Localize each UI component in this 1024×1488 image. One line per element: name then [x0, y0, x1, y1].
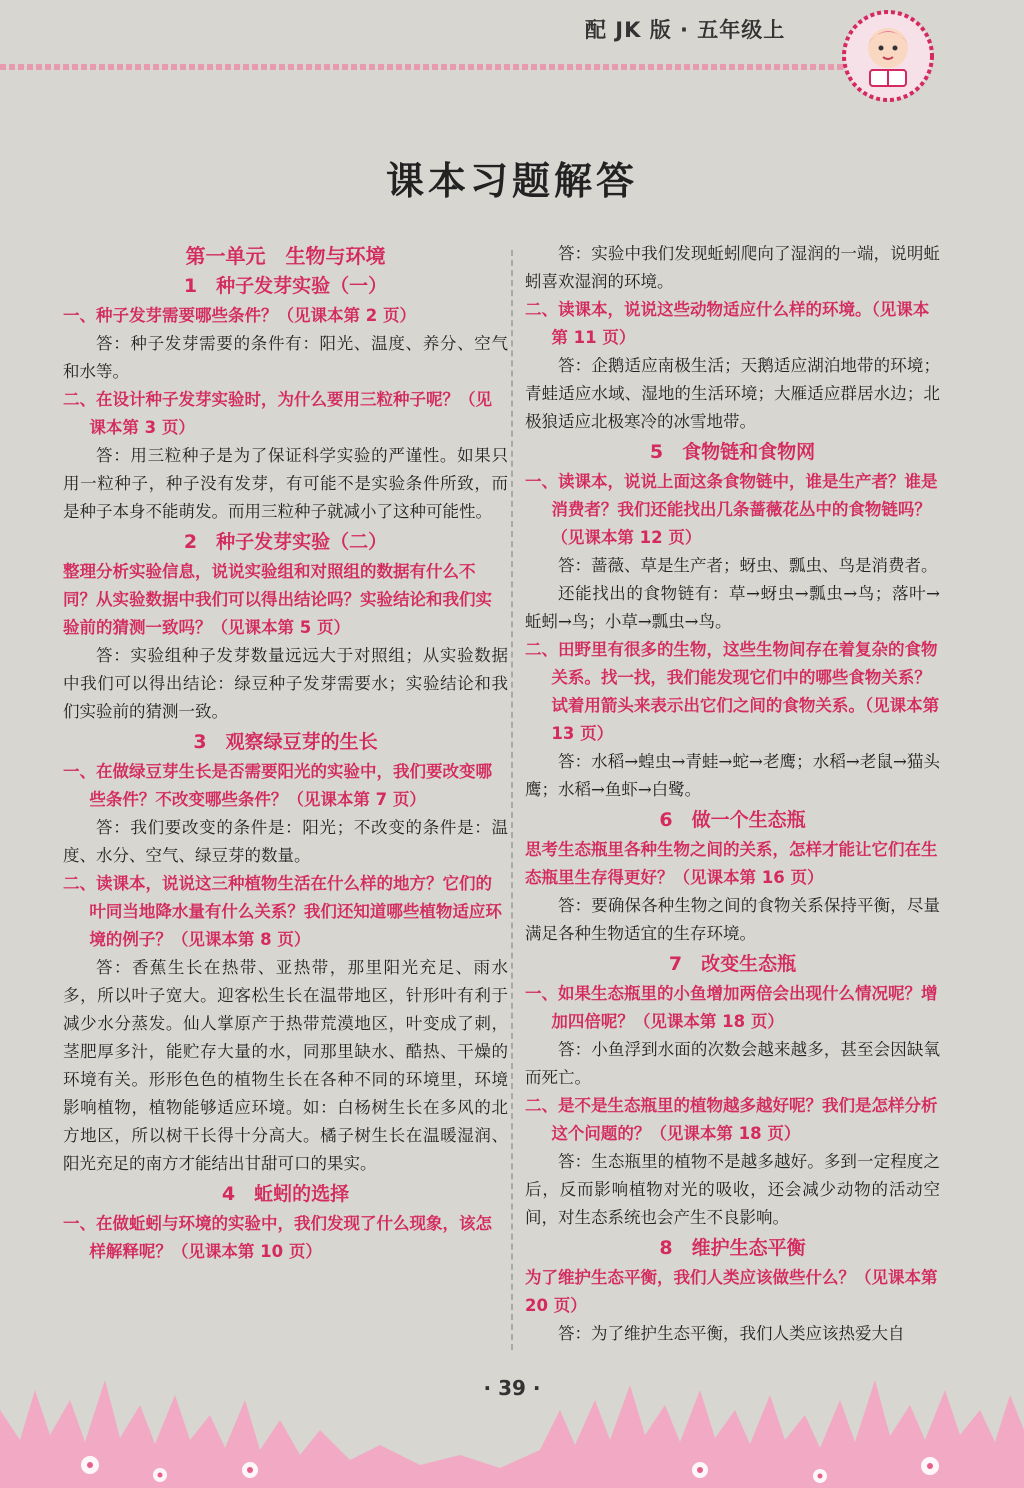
section-heading: 7 改变生态瓶 [668, 953, 797, 975]
answer: 答：企鹅适应南极生活；天鹅适应湖泊地带的环境；青蛙适应水域、湿地的生活环境；大雁适应群居水边；北极狼适应北极寒冷的冰雪地带。 [525, 356, 940, 431]
section-heading: 6 做一个生态瓶 [659, 809, 806, 831]
answer: 答：水稻→蝗虫→青蛙→蛇→老鹰；水稻→老鼠→猫头鹰；水稻→鱼虾→白鹭。 [525, 752, 940, 799]
answer: 答：蔷薇、草是生产者；蚜虫、瓢虫、鸟是消费者。 [558, 556, 938, 575]
mascot-icon [840, 8, 936, 104]
section-heading: 1 种子发芽实验（一） [183, 275, 388, 297]
question: 一、种子发芽需要哪些条件？（见课本第 2 页） [63, 306, 416, 325]
question: 一、在做蚯蚓与环境的实验中，我们发现了什么现象，该怎样解释呢？（见课本第 10 页） [63, 1214, 492, 1261]
section-heading: 5 食物链和食物网 [649, 441, 816, 463]
question: 二、是不是生态瓶里的植物越多越好呢？我们是怎样分析这个问题的？（见课本第 18 页） [525, 1096, 938, 1143]
question: 二、读课本，说说这些动物适应什么样的环境。（见课本第 11 页） [525, 300, 930, 347]
answer: 答：要确保各种生物之间的食物关系保持平衡，尽量满足各种生物适宜的生存环境。 [525, 896, 940, 943]
answer: 答：实验组种子发芽数量远远大于对照组；从实验数据中我们可以得出结论：绿豆种子发芽需要水；实验结论和我们实验前的猜测一致。 [63, 646, 508, 721]
header-dotted-line [0, 64, 850, 70]
question: 二、田野里有很多的生物，这些生物间存在着复杂的食物关系。找一找，我们能发现它们中的哪些食物关系？试着用箭头来表示出它们之间的食物关系。（见课本第 13 页） [525, 640, 940, 743]
page-number: · 39 · [483, 1376, 541, 1400]
answer: 答：香蕉生长在热带、亚热带，那里阳光充足、雨水多，所以叶子宽大。迎客松生长在温带地区，针形叶有利于减少水分蒸发。仙人掌原产于热带荒漠地区，叶变成了刺，茎肥厚多汁，能贮存大量的水，同那里缺水、酷热、干燥的环境有关。形形色色的植物生长在各种不同的环境里，环境影响植物，植物能够适应环境。如：白杨树生长在多风的北方地区，所以树干长得十分高大。橘子树生长在温暖湿润、阳光充足的南方才能结出甘甜可口的果实。 [63, 958, 508, 1173]
left-column [63, 240, 508, 1266]
unit-heading: 第一单元 生物与环境 [185, 244, 386, 268]
answer: 答：用三粒种子是为了保证科学实验的严谨性。如果只用一粒种子，种子没有发芽，有可能不是实验条件所致，而是种子本身不能萌发。而用三粒种子就减小了这种可能性。 [63, 446, 508, 521]
answer: 答：生态瓶里的植物不是越多越好。多到一定程度之后，反而影响植物对光的吸收，还会减少动物的活动空间，对生态系统也会产生不良影响。 [525, 1152, 940, 1227]
answer: 答：种子发芽需要的条件有：阳光、温度、养分、空气和水等。 [63, 334, 508, 381]
section-heading: 4 蚯蚓的选择 [221, 1183, 350, 1205]
section-heading: 3 观察绿豆芽的生长 [193, 731, 378, 753]
answer: 答：我们要改变的条件是：阳光；不改变的条件是：温度、水分、空气、绿豆芽的数量。 [63, 818, 508, 865]
question: 一、如果生态瓶里的小鱼增加两倍会出现什么情况呢？增加四倍呢？（见课本第 18 页） [525, 984, 938, 1031]
question: 思考生态瓶里各种生物之间的关系，怎样才能让它们在生态瓶里生存得更好？（见课本第 16 页） [525, 840, 938, 887]
edition-label: 配 JK 版 · 五年级上 [585, 18, 786, 42]
question: 一、在做绿豆芽生长是否需要阳光的实验中，我们要改变哪些条件？不改变哪些条件？（见课本第 7 页） [63, 762, 492, 809]
section-heading: 2 种子发芽实验（二） [183, 531, 388, 553]
section-heading: 8 维护生态平衡 [659, 1237, 806, 1259]
page-title: 课本习题解答 [385, 158, 638, 203]
column-divider [511, 250, 513, 1350]
question: 二、读课本，说说这三种植物生活在什么样的地方？它们的叶同当地降水量有什么关系？我们还知道哪些植物适应环境的例子？（见课本第 8 页） [63, 874, 502, 949]
question: 为了维护生态平衡，我们人类应该做些什么？（见课本第 20 页） [525, 1268, 938, 1315]
right-column [525, 240, 940, 1348]
question: 一、读课本，说说上面这条食物链中，谁是生产者？谁是消费者？我们还能找出几条蔷薇花丛中的食物链吗？（见课本第 12 页） [525, 472, 938, 547]
answer: 答：实验中我们发现蚯蚓爬向了湿润的一端，说明蚯蚓喜欢湿润的环境。 [525, 244, 940, 291]
question: 整理分析实验信息，说说实验组和对照组的数据有什么不同？从实验数据中我们可以得出结论吗？实验结论和我们实验前的猜测一致吗？（见课本第 5 页） [63, 562, 492, 637]
answer: 答：小鱼浮到水面的次数会越来越多，甚至会因缺氧而死亡。 [525, 1040, 940, 1087]
answer: 还能找出的食物链有：草→蚜虫→瓢虫→鸟；落叶→蚯蚓→鸟；小草→瓢虫→鸟。 [525, 584, 940, 631]
question: 二、在设计种子发芽实验时，为什么要用三粒种子呢？（见课本第 3 页） [63, 390, 492, 437]
answer: 答：为了维护生态平衡，我们人类应该热爱大自 [558, 1324, 905, 1343]
